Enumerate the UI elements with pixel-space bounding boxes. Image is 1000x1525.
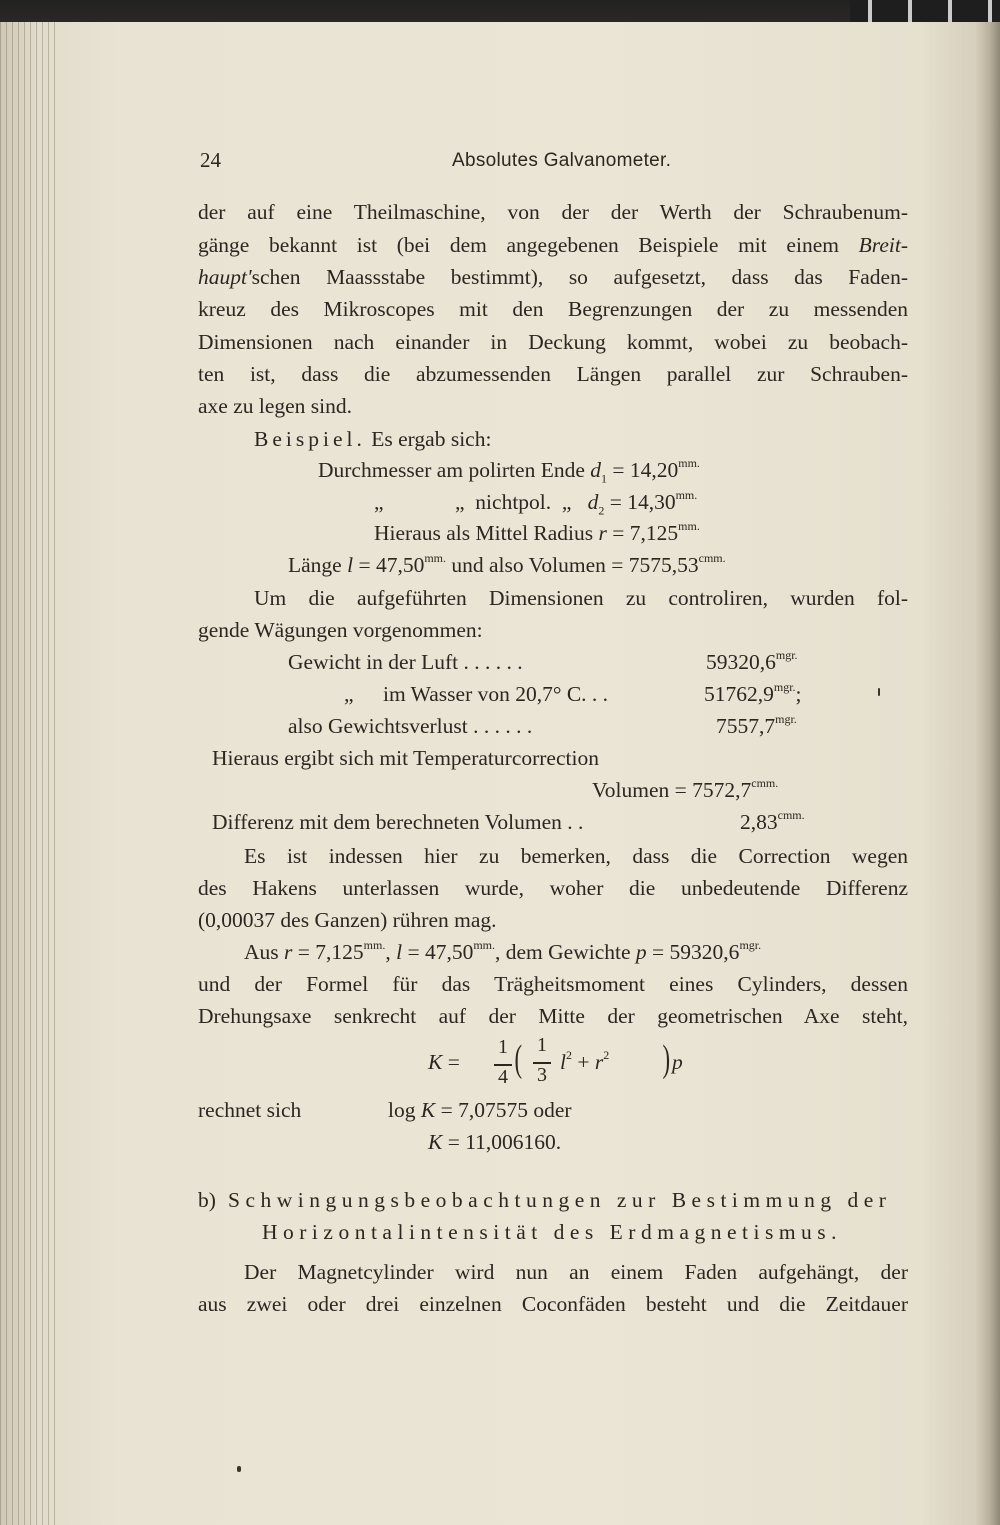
beispiel-line: Beispiel. Es ergab sich:: [254, 427, 492, 451]
text-line: Um die aufgeführten Dimensionen zu controliren, wurden fol-: [254, 586, 908, 610]
text-line: rechnet sich: [198, 1098, 302, 1122]
formula-numerator: 1: [498, 1036, 508, 1058]
weighing-value: $51762,9^{mgr.}$;: [704, 680, 802, 706]
paren-right: ): [662, 1038, 671, 1080]
formula-denominator: 4: [498, 1066, 508, 1088]
result-line: K = 11,006160.: [428, 1130, 562, 1154]
text-line: gende Wägungen vorgenommen:: [198, 618, 483, 642]
text-line: aus zwei oder drei einzelnen Coconfäden besteht und die Zeitdauer: [198, 1292, 908, 1316]
weighing-label: „: [344, 682, 354, 706]
weighing-value: $7557,7^{mgr.}$: [716, 712, 797, 738]
section-title: Horizontalintensität des Erdmagnetismus.: [262, 1220, 843, 1244]
text-line: und der Formel für das Trägheitsmoment eines Cylinders, dessen: [198, 972, 908, 996]
measurement-row: Länge $l = 47,50^{mm.}$ und also Volumen = $7575,53^{cmm.}$: [288, 551, 726, 577]
text-line: Aus $r = 7,125^{mm.}$, $l = 47,50^{mm.}$, dem Gewichte $p = 59320,6^{mgr.}$: [244, 938, 762, 964]
measurement-row: Hieraus als Mittel Radius $r = 7,125^{mm.}$: [374, 519, 700, 545]
formula-body: $l^2 + r^2$: [560, 1048, 610, 1074]
text-line: kreuz des Mikroscopes mit den Begrenzungen der zu messenden: [198, 297, 908, 321]
section-label: b): [198, 1188, 216, 1212]
formula-K: K =: [428, 1050, 460, 1074]
formula-numerator: 1: [537, 1034, 547, 1056]
paper-speck: [878, 688, 880, 696]
text-line: der auf eine Theilmaschine, von der der Werth der Schraubenum-: [198, 200, 908, 224]
text-line: Differenz mit dem berechneten Volumen . .: [212, 810, 584, 834]
text-line: Volumen = $7572,7^{cmm.}$: [592, 776, 779, 802]
paper-speck: [237, 1466, 241, 1472]
text-line: gänge bekannt ist (bei dem angegebenen Beispiele mit einem Breit-: [198, 233, 909, 257]
text-line: haupt'schen Maassstabe bestimmt), so aufgesetzt, dass das Faden-: [198, 265, 908, 289]
text-line: $2,83^{cmm.}$: [740, 808, 805, 834]
formula-denominator: 3: [537, 1064, 547, 1086]
measurement-row: „ nichtpol. „ $d_2 = 14,30^{mm.}$: [455, 488, 698, 518]
book-spine-shadow: [974, 22, 1000, 1525]
weighing-label: Gewicht in der Luft . . . . . .: [288, 650, 523, 674]
text-line: Dimensionen nach einander in Deckung kommt, wobei zu beobach-: [198, 330, 908, 354]
page-number: 24: [200, 148, 221, 172]
text-line: (0,00037 des Ganzen) rühren mag.: [198, 908, 497, 932]
text-line: Es ist indessen hier zu bemerken, dass die Correction wegen: [244, 844, 908, 868]
section-title: Schwingungsbeobachtungen zur Bestimmung der: [228, 1188, 892, 1212]
text-line: Hieraus ergibt sich mit Temperaturcorrection: [212, 746, 599, 770]
weighing-label: im Wasser von 20,7° C. . .: [383, 682, 609, 706]
formula-p: p: [672, 1050, 683, 1074]
page-leaves-edge: [0, 22, 60, 1525]
weighing-value: $59320,6^{mgr.}$: [706, 648, 798, 674]
text-line: axe zu legen sind.: [198, 394, 353, 418]
measurement-row: „: [374, 490, 384, 514]
measurement-row: Durchmesser am polirten Ende $d_1 = 14,20^{mm.}$: [318, 456, 700, 486]
text-line: ten ist, dass die abzumessenden Längen parallel zur Schrauben-: [198, 362, 908, 386]
result-line: log K = 7,07575 oder: [388, 1098, 572, 1122]
text-line: des Hakens unterlassen wurde, woher die unbedeutende Differenz: [198, 876, 908, 900]
paren-left: (: [514, 1038, 523, 1080]
running-title: Absolutes Galvanometer.: [452, 150, 672, 171]
text-line: Drehungsaxe senkrecht auf der Mitte der geometrischen Axe steht,: [198, 1004, 908, 1028]
weighing-label: also Gewichtsverlust . . . . . .: [288, 714, 533, 738]
text-line: Der Magnetcylinder wird nun an einem Faden aufgehängt, der: [244, 1260, 908, 1284]
